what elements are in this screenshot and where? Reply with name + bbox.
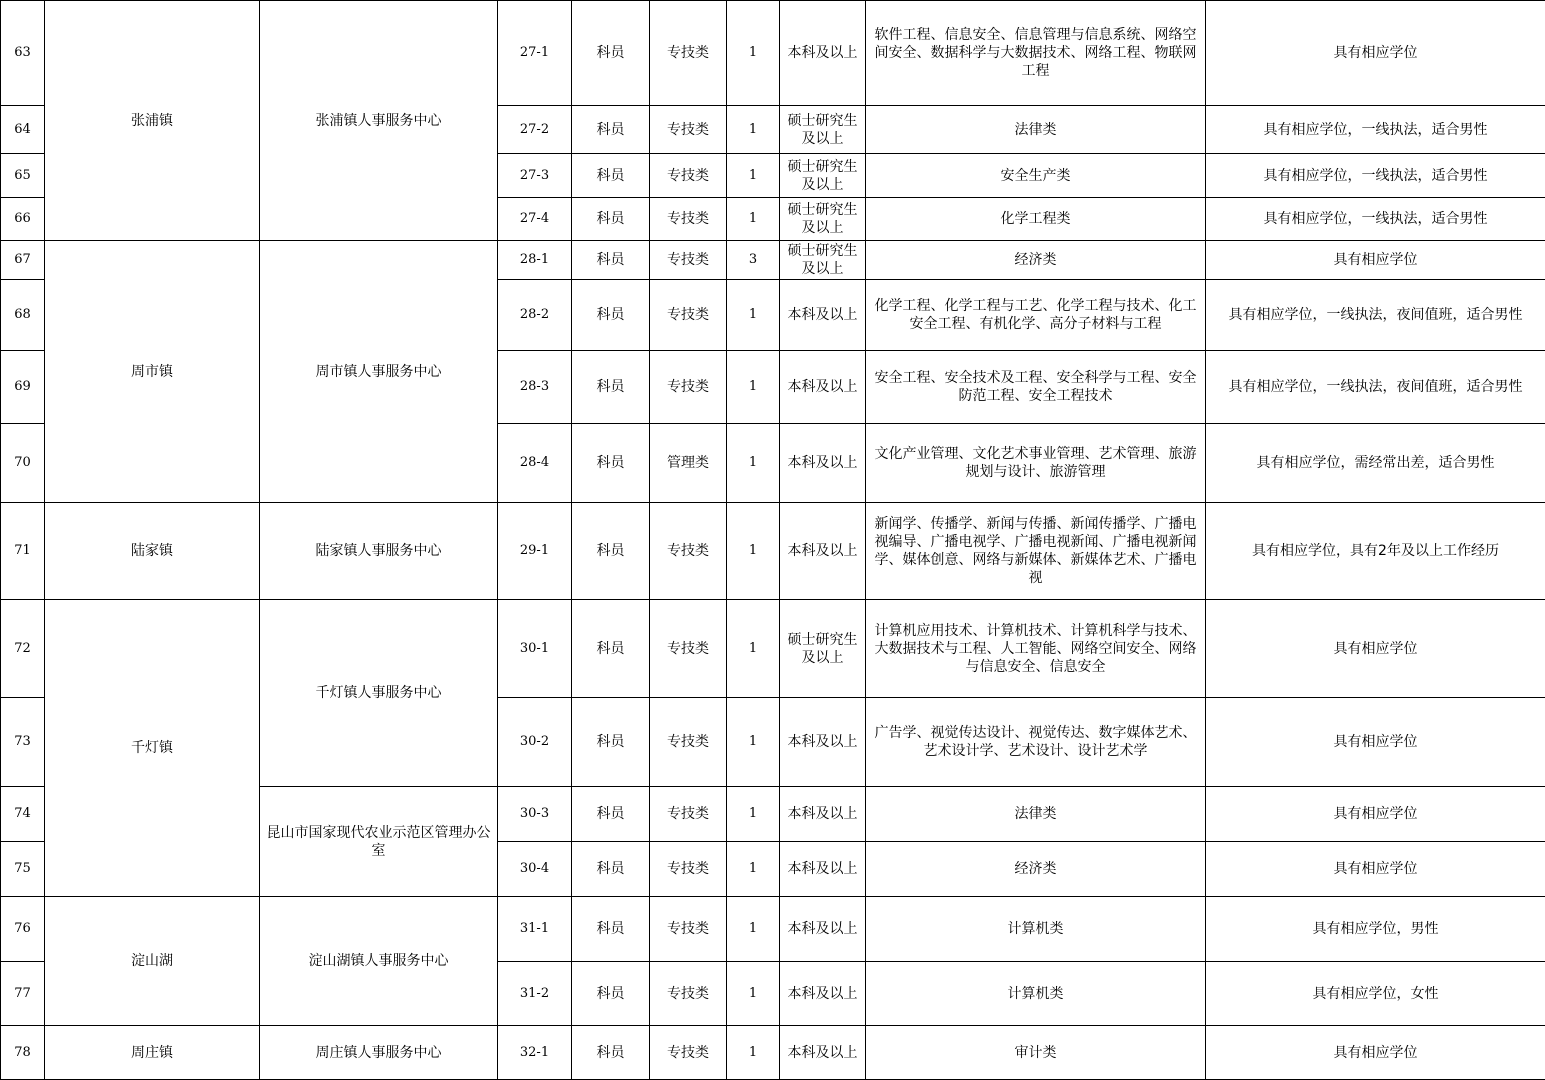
other-requirement: 具有相应学位 <box>1206 787 1545 842</box>
recruit-count: 1 <box>727 962 780 1026</box>
row-number: 78 <box>1 1026 45 1080</box>
position-code: 27-3 <box>498 154 572 198</box>
row-number: 73 <box>1 698 45 787</box>
unit-cell: 周市镇人事服务中心 <box>260 241 498 503</box>
position-title: 科员 <box>572 351 650 424</box>
education-level: 硕士研究生及以上 <box>780 154 866 198</box>
education-level: 本科及以上 <box>780 897 866 962</box>
position-code: 31-1 <box>498 897 572 962</box>
education-level: 硕士研究生及以上 <box>780 241 866 280</box>
recruit-count: 1 <box>727 787 780 842</box>
unit-cell: 周庄镇人事服务中心 <box>260 1026 498 1080</box>
other-requirement: 具有相应学位，一线执法，适合男性 <box>1206 106 1545 154</box>
position-title: 科员 <box>572 600 650 698</box>
position-code: 27-2 <box>498 106 572 154</box>
other-requirement: 具有相应学位，一线执法，适合男性 <box>1206 154 1545 198</box>
other-requirement: 具有相应学位，一线执法，夜间值班，适合男性 <box>1206 280 1545 351</box>
row-number: 64 <box>1 106 45 154</box>
recruit-count: 1 <box>727 698 780 787</box>
education-level: 本科及以上 <box>780 351 866 424</box>
position-code: 27-4 <box>498 198 572 241</box>
position-code: 29-1 <box>498 503 572 600</box>
position-category: 专技类 <box>650 106 727 154</box>
education-level: 硕士研究生及以上 <box>780 198 866 241</box>
position-title: 科员 <box>572 897 650 962</box>
major-requirement: 审计类 <box>866 1026 1206 1080</box>
position-code: 28-2 <box>498 280 572 351</box>
unit-cell: 千灯镇人事服务中心 <box>260 600 498 787</box>
row-number: 65 <box>1 154 45 198</box>
other-requirement: 具有相应学位，具有2年及以上工作经历 <box>1206 503 1545 600</box>
town-cell: 周庄镇 <box>45 1026 260 1080</box>
table-row <box>1 1026 1545 1080</box>
major-requirement: 化学工程类 <box>866 198 1206 241</box>
position-category: 专技类 <box>650 351 727 424</box>
major-requirement: 经济类 <box>866 842 1206 897</box>
other-requirement: 具有相应学位 <box>1206 241 1545 280</box>
position-title: 科员 <box>572 241 650 280</box>
recruit-count: 1 <box>727 106 780 154</box>
position-code: 30-2 <box>498 698 572 787</box>
town-cell: 周市镇 <box>45 241 260 503</box>
row-number: 63 <box>1 1 45 106</box>
education-level: 本科及以上 <box>780 424 866 503</box>
education-level: 本科及以上 <box>780 1026 866 1080</box>
position-title: 科员 <box>572 1 650 106</box>
recruit-count: 3 <box>727 241 780 280</box>
major-requirement: 经济类 <box>866 241 1206 280</box>
table-row <box>1 600 1545 698</box>
table-row <box>1 1 1545 106</box>
education-level: 硕士研究生及以上 <box>780 106 866 154</box>
major-requirement: 法律类 <box>866 106 1206 154</box>
major-requirement: 计算机应用技术、计算机技术、计算机科学与技术、大数据技术与工程、人工智能、网络空间安全、网络与信息安全、信息安全 <box>866 600 1206 698</box>
recruit-count: 1 <box>727 424 780 503</box>
position-title: 科员 <box>572 280 650 351</box>
position-title: 科员 <box>572 787 650 842</box>
other-requirement: 具有相应学位，需经常出差，适合男性 <box>1206 424 1545 503</box>
recruit-count: 1 <box>727 154 780 198</box>
major-requirement: 新闻学、传播学、新闻与传播、新闻传播学、广播电视编导、广播电视学、广播电视新闻、广播电视新闻学、媒体创意、网络与新媒体、新媒体艺术、广播电视 <box>866 503 1206 600</box>
unit-cell: 昆山市国家现代农业示范区管理办公室 <box>260 787 498 897</box>
town-cell: 淀山湖 <box>45 897 260 1026</box>
education-level: 硕士研究生及以上 <box>780 600 866 698</box>
position-code: 30-3 <box>498 787 572 842</box>
other-requirement: 具有相应学位 <box>1206 842 1545 897</box>
recruit-count: 1 <box>727 351 780 424</box>
position-code: 30-1 <box>498 600 572 698</box>
other-requirement: 具有相应学位，一线执法，夜间值班，适合男性 <box>1206 351 1545 424</box>
position-title: 科员 <box>572 154 650 198</box>
position-title: 科员 <box>572 503 650 600</box>
row-number: 71 <box>1 503 45 600</box>
recruit-count: 1 <box>727 1 780 106</box>
major-requirement: 法律类 <box>866 787 1206 842</box>
position-title: 科员 <box>572 962 650 1026</box>
recruit-count: 1 <box>727 897 780 962</box>
other-requirement: 具有相应学位 <box>1206 698 1545 787</box>
position-category: 专技类 <box>650 787 727 842</box>
recruit-count: 1 <box>727 842 780 897</box>
recruit-count: 1 <box>727 600 780 698</box>
position-category: 专技类 <box>650 280 727 351</box>
recruit-count: 1 <box>727 280 780 351</box>
table-row <box>1 897 1545 962</box>
major-requirement: 广告学、视觉传达设计、视觉传达、数字媒体艺术、艺术设计学、艺术设计、设计艺术学 <box>866 698 1206 787</box>
town-cell: 千灯镇 <box>45 600 260 897</box>
major-requirement: 安全工程、安全技术及工程、安全科学与工程、安全防范工程、安全工程技术 <box>866 351 1206 424</box>
major-requirement: 计算机类 <box>866 962 1206 1026</box>
education-level: 本科及以上 <box>780 842 866 897</box>
position-code: 28-3 <box>498 351 572 424</box>
other-requirement: 具有相应学位，男性 <box>1206 897 1545 962</box>
major-requirement: 软件工程、信息安全、信息管理与信息系统、网络空间安全、数据科学与大数据技术、网络工程、物联网工程 <box>866 1 1206 106</box>
position-code: 31-2 <box>498 962 572 1026</box>
education-level: 本科及以上 <box>780 698 866 787</box>
position-category: 专技类 <box>650 698 727 787</box>
row-number: 67 <box>1 241 45 280</box>
recruit-count: 1 <box>727 1026 780 1080</box>
position-category: 专技类 <box>650 198 727 241</box>
table-row <box>1 241 1545 280</box>
education-level: 本科及以上 <box>780 787 866 842</box>
row-number: 74 <box>1 787 45 842</box>
position-title: 科员 <box>572 698 650 787</box>
table-row <box>1 503 1545 600</box>
row-number: 77 <box>1 962 45 1026</box>
position-category: 专技类 <box>650 897 727 962</box>
row-number: 66 <box>1 198 45 241</box>
position-category: 管理类 <box>650 424 727 503</box>
position-category: 专技类 <box>650 241 727 280</box>
education-level: 本科及以上 <box>780 280 866 351</box>
position-category: 专技类 <box>650 154 727 198</box>
education-level: 本科及以上 <box>780 1 866 106</box>
position-title: 科员 <box>572 842 650 897</box>
other-requirement: 具有相应学位，女性 <box>1206 962 1545 1026</box>
position-code: 28-1 <box>498 241 572 280</box>
education-level: 本科及以上 <box>780 503 866 600</box>
position-code: 28-4 <box>498 424 572 503</box>
position-category: 专技类 <box>650 503 727 600</box>
recruit-count: 1 <box>727 503 780 600</box>
unit-cell: 陆家镇人事服务中心 <box>260 503 498 600</box>
unit-cell: 张浦镇人事服务中心 <box>260 1 498 241</box>
position-code: 32-1 <box>498 1026 572 1080</box>
row-number: 68 <box>1 280 45 351</box>
row-number: 72 <box>1 600 45 698</box>
education-level: 本科及以上 <box>780 962 866 1026</box>
major-requirement: 安全生产类 <box>866 154 1206 198</box>
position-category: 专技类 <box>650 600 727 698</box>
other-requirement: 具有相应学位 <box>1206 1 1545 106</box>
position-title: 科员 <box>572 1026 650 1080</box>
major-requirement: 文化产业管理、文化艺术事业管理、艺术管理、旅游规划与设计、旅游管理 <box>866 424 1206 503</box>
row-number: 75 <box>1 842 45 897</box>
position-title: 科员 <box>572 106 650 154</box>
position-category: 专技类 <box>650 962 727 1026</box>
unit-cell: 淀山湖镇人事服务中心 <box>260 897 498 1026</box>
position-code: 30-4 <box>498 842 572 897</box>
town-cell: 张浦镇 <box>45 1 260 241</box>
major-requirement: 化学工程、化学工程与工艺、化学工程与技术、化工安全工程、有机化学、高分子材料与工程 <box>866 280 1206 351</box>
other-requirement: 具有相应学位 <box>1206 600 1545 698</box>
position-title: 科员 <box>572 198 650 241</box>
town-cell: 陆家镇 <box>45 503 260 600</box>
other-requirement: 具有相应学位 <box>1206 1026 1545 1080</box>
row-number: 76 <box>1 897 45 962</box>
position-title: 科员 <box>572 424 650 503</box>
row-number: 69 <box>1 351 45 424</box>
recruit-count: 1 <box>727 198 780 241</box>
other-requirement: 具有相应学位，一线执法，适合男性 <box>1206 198 1545 241</box>
position-category: 专技类 <box>650 1 727 106</box>
major-requirement: 计算机类 <box>866 897 1206 962</box>
row-number: 70 <box>1 424 45 503</box>
position-category: 专技类 <box>650 842 727 897</box>
position-category: 专技类 <box>650 1026 727 1080</box>
position-code: 27-1 <box>498 1 572 106</box>
